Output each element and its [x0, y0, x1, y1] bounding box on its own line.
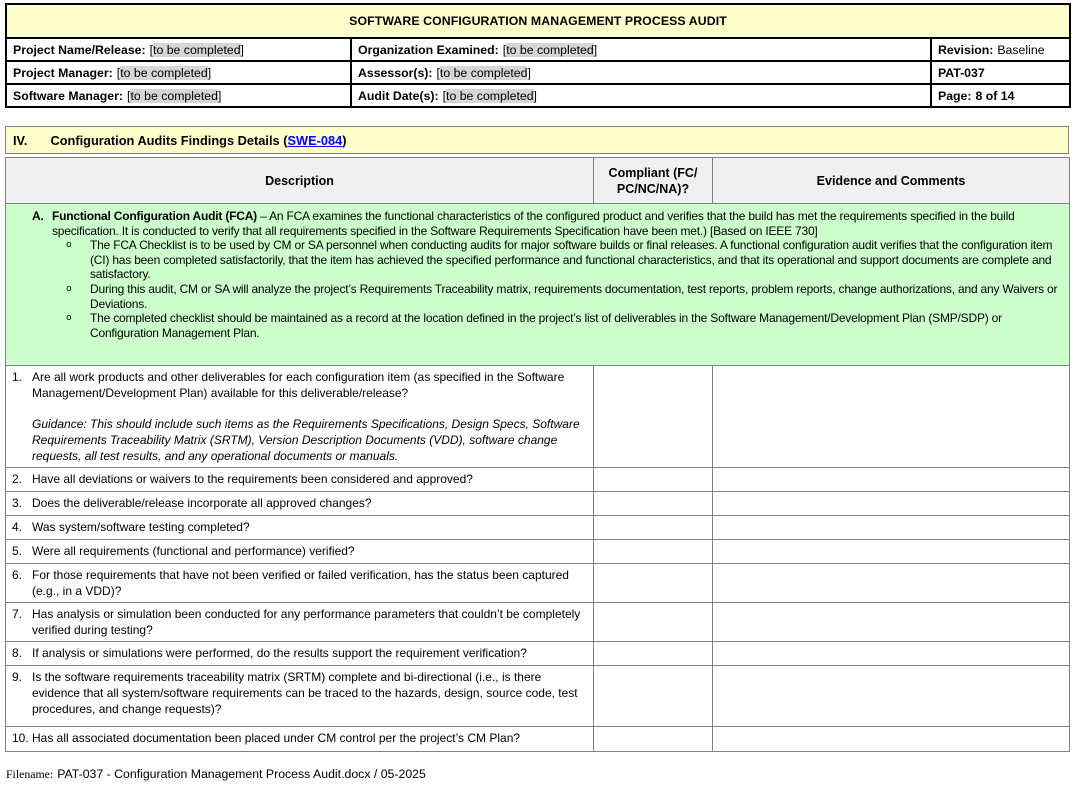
question-text: Were all requirements (functional and performance) verified? [32, 544, 355, 558]
compliant-cell[interactable] [594, 468, 713, 492]
fca-bullet: o The completed checklist should be maintained as a record at the location defined in the project’s list of deliverables in the Software Management/Development Plan (SMP/SDP) or Configuration Management Plan. [66, 311, 1002, 340]
question-row [6, 492, 1070, 516]
bullet-marker: o [66, 239, 72, 251]
evidence-cell[interactable] [713, 516, 1070, 540]
guidance-text: Guidance: This should include such items as the Requirements Specifications, Design Specs, Software Requirements Traceability Matrix (SRTM), Version Description Documents (VDD), software change requests, all test results, and any operational documents or manuals. [32, 417, 580, 463]
section-number: IV. [13, 132, 28, 148]
section-a-label: A. [32, 209, 44, 223]
question-text: Was system/software testing completed? [32, 520, 250, 534]
question-number: 5. [12, 544, 23, 558]
section-iv-header [5, 126, 1069, 154]
question-number: 8. [12, 646, 23, 660]
evidence-cell[interactable] [713, 366, 1070, 468]
question-row [6, 564, 1070, 603]
to-be-completed-field[interactable]: to be completed [506, 42, 594, 57]
page-number-value: 8 of 14 [975, 88, 1015, 103]
question-text: If analysis or simulations were performed, do the results support the requirement verification? [32, 646, 527, 660]
question-number: 6. [12, 568, 23, 582]
question-text: Are all work products and other deliverables for each configuration item (as specified in the Software Management/Development Plan) available for this deliverable/release? [32, 370, 565, 400]
pat-number: PAT-037 [931, 61, 1070, 84]
evidence-cell[interactable] [713, 540, 1070, 564]
fca-paragraph [10, 209, 1063, 238]
question-row [6, 366, 1070, 468]
evidence-cell[interactable] [713, 603, 1070, 642]
software-manager-label: Software Manager: [13, 88, 124, 103]
table-row: Project Manager: [to be completed] Assessor(s): [to be completed] PAT-037 [6, 61, 1070, 84]
compliant-cell[interactable] [594, 540, 713, 564]
fca-description-block [6, 204, 1070, 366]
revision-label: Revision: [938, 42, 994, 57]
question-number: 9. [12, 670, 23, 684]
compliant-cell[interactable] [594, 666, 713, 727]
question-row [6, 468, 1070, 492]
question-number: 1. [12, 370, 23, 384]
to-be-completed-field[interactable]: to be completed [130, 88, 218, 103]
to-be-completed-field[interactable]: to be completed [439, 65, 528, 80]
filename-value: PAT-037 - Configuration Management Process Audit.docx / 05-2025 [57, 767, 426, 781]
filename-label: Filename: [6, 767, 54, 781]
question-text: Is the software requirements traceability matrix (SRTM) complete and bi-directional (i.e., is there evidence that all system/software requirements can be traced to the hazards, design, source code, test procedures, and change requests)? [32, 670, 578, 716]
audit-date-label: Audit Date(s): [358, 88, 439, 103]
table-header-row [6, 158, 1070, 204]
question-number: 2. [12, 472, 23, 486]
bullet-marker: o [66, 282, 72, 294]
bullet-marker: o [66, 312, 72, 324]
to-be-completed-field[interactable]: to be completed [446, 88, 534, 103]
question-text: Has analysis or simulation been conducted for any performance parameters that couldn’t be completely verified during testing? [32, 607, 581, 637]
table-row: Software Manager: [to be completed] Audit Date(s): [to be completed] Page: 8 of 14 [6, 84, 1070, 107]
evidence-cell[interactable] [713, 564, 1070, 603]
to-be-completed-field[interactable]: to be completed [153, 42, 241, 57]
question-text: Has all associated documentation been placed under CM control per the project’s CM Plan? [32, 731, 521, 745]
findings-table [5, 157, 1070, 752]
fca-bullet: o The FCA Checklist is to be used by CM or SA personnel when conducting audits for major software builds or final releases. A functional configuration audit verifies that the configuration item (CI) has been completed satisfactorily, that the item has achieved the specified performance and functional characteristics, and that its operational and support documents are complete and satisfactory. [66, 238, 1053, 282]
column-header-evidence: Evidence and Comments [713, 158, 1070, 204]
organization-label: Organization Examined: [358, 42, 499, 57]
column-header-description: Description [6, 158, 594, 204]
assessor-label: Assessor(s): [358, 65, 433, 80]
compliant-cell[interactable] [594, 366, 713, 468]
table-row [6, 4, 1070, 38]
compliant-cell[interactable] [594, 564, 713, 603]
fca-heading: Functional Configuration Audit (FCA) [52, 209, 257, 223]
section-title: Configuration Audits Findings Details (SWE-084) [50, 132, 347, 148]
question-row [6, 540, 1070, 564]
compliant-cell[interactable] [594, 642, 713, 666]
table-row: Project Name/Release: [to be completed] Organization Examined: [to be completed] Revision: Baseline [6, 38, 1070, 61]
compliant-cell[interactable] [594, 603, 713, 642]
revision-value: Baseline [997, 42, 1045, 57]
footer [5, 765, 1069, 783]
evidence-cell[interactable] [713, 492, 1070, 516]
question-text: For those requirements that have not been verified or failed verification, has the status been captured (e.g., in a VDD)? [32, 568, 569, 598]
evidence-cell[interactable] [713, 666, 1070, 727]
fca-heading-text: – An FCA examines the functional characteristics of the configured product and verifies that the build has met the requirements specified in the build specification. It is conducted to verify that all requirements specified in the Software Requirements Specification have been met.) [Based on IEEE 730] [52, 209, 1015, 238]
question-row [6, 603, 1070, 642]
question-row [6, 727, 1070, 752]
to-be-completed-field[interactable]: to be completed [120, 65, 208, 80]
evidence-cell[interactable] [713, 642, 1070, 666]
column-header-compliant: Compliant (FC/ PC/NC/NA)? [594, 158, 713, 204]
question-number: 10. [12, 731, 29, 745]
page-title: SOFTWARE CONFIGURATION MANAGEMENT PROCESS AUDIT [6, 4, 1070, 38]
project-manager-label: Project Manager: [13, 65, 113, 80]
evidence-cell[interactable] [713, 727, 1070, 752]
project-name-label: Project Name/Release: [13, 42, 146, 57]
section-a-row [6, 204, 1070, 366]
question-number: 3. [12, 496, 23, 510]
compliant-cell[interactable] [594, 492, 713, 516]
question-text: Does the deliverable/release incorporate all approved changes? [32, 496, 372, 510]
fca-bullet: o During this audit, CM or SA will analyze the project’s Requirements Traceability matrix, requirements documentation, test reports, problem reports, change authorizations, and any Waivers or Deviations. [66, 281, 1058, 311]
question-row [6, 516, 1070, 540]
header-table [5, 3, 1071, 108]
compliant-cell[interactable] [594, 727, 713, 752]
question-row [6, 666, 1070, 727]
evidence-cell[interactable] [713, 468, 1070, 492]
question-number: 7. [12, 607, 23, 621]
question-text: Have all deviations or waivers to the requirements been considered and approved? [32, 472, 473, 486]
question-row [6, 642, 1070, 666]
question-number: 4. [12, 520, 23, 534]
compliant-cell[interactable] [594, 516, 713, 540]
swe-084-link[interactable]: SWE-084 [287, 132, 343, 148]
page-number-label: Page: [938, 88, 972, 103]
